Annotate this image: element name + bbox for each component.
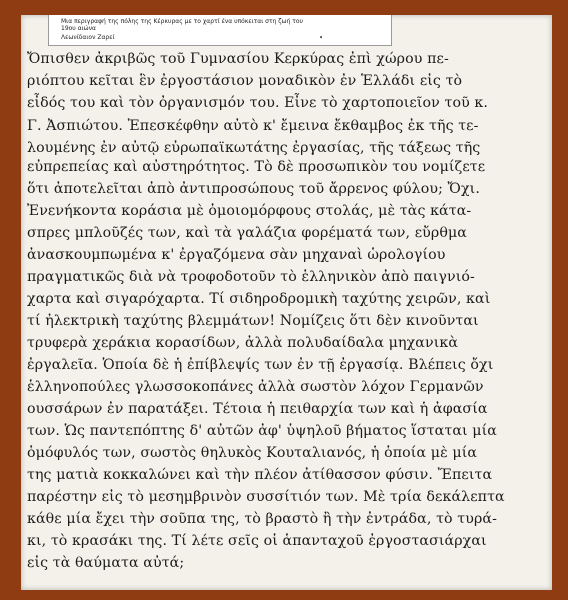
text-line: ἑλληνοπούλες γλωσσοκοπάνες ἀλλὰ σωστὸν λόχον Γερμανῶν [27, 379, 484, 395]
text-line: λουμένης ἐν αὐτῷ εὐρωπαϊκωτάτης ἐργασίας, τῆς τάξεως τῆς [27, 140, 481, 156]
text-line: ὅτι ἀποτελεῖται ἀπὸ ἀντιπροσώπους τοῦ ἄρρενος φύλου; Ὄχι. [27, 181, 480, 197]
text-line: ριόπτου κεῖται ἓν ἐργοστάσιον μοναδικὸν ἐν Ἑλλάδι εἰς τὸ [27, 73, 463, 89]
text-line: χαρτα καὶ σιγαρόχαρτα. Τί σιδηροδρομικὴ ταχύτης χειρῶν, καὶ [27, 291, 491, 307]
text-line: της ματιὰ κοκκαλώνει καὶ τὴν πλέον ἀτίθασσον φύσιν. Ἔπειτα [27, 467, 493, 483]
text-line: σπρες μπλοῦζές των, καὶ τὰ γαλάζια φορέματά των, εὔρθμα [27, 225, 467, 241]
text-line: των. Ὡς παντεπόπτης δ' αὐτῶν ἀφ' ὑψηλοῦ βήματος ἵσταται μία [27, 423, 497, 439]
text-line: Ὄπισθεν ἀκριβῶς τοῦ Γυμνασίου Κερκύρας ἐπὶ χώρου πε- [27, 51, 449, 67]
text-line: εἰς τὰ θαύματα αὐτά; [27, 555, 185, 571]
text-line: Ἐνενήκοντα κοράσια μὲ ὁμοιομόρφους στολάς, μὲ τὰς κάτα- [27, 203, 472, 219]
text-line: κάθε μία ἔχει τὴν σοῦπα της, τὸ βραστὸ ἢ τὴν ἐντράδα, τὸ τυρά- [27, 511, 497, 527]
text-line: εὐπρεπείας καὶ αὐστηρότητος. Τὸ δὲ προσωπικὸν του νομίζετε [27, 159, 486, 175]
scanned-page [21, 15, 552, 590]
text-line: παρέστην εἰς τὸ μεσημβρινὸν συσσίτιόν των. Μὲ τρία δεκάλεπτα [27, 489, 505, 505]
text-line: πραγματικῶς διὰ νὰ τροφοδοτοῦν τὸ ἑλληνικὸν ἀπὸ παιγνιό- [27, 269, 475, 285]
text-line: ουσσάρων ἐν παρατάξει. Τέτοια ἡ πειθαρχία των καὶ ἡ ἀφασία [27, 401, 488, 417]
caption-line: 19ου αιώνα [61, 25, 97, 32]
caption-line: Μια περιγραφή της πόλης της Κέρκυρας με το χαρτί ένα υπόκειται στη ζωή του [61, 18, 304, 25]
text-line: εἶδός του καὶ τὸν ὀργανισμόν του. Εἶνε τὸ χαρτοποιεῖον τοῦ κ. [27, 95, 488, 111]
caption-box [48, 15, 392, 46]
text-line: Γ. Ἀσπιώτου. Ἐπεσκέφθην αὐτὸ κ' ἔμεινα ἔκθαμβος ἐκ τῆς τε- [27, 118, 479, 134]
text-line: κι, τὸ κρασάκι της. Τί λέτε σεῖς οἱ ἁπανταχοῦ ἐργοστασιάρχαι [27, 533, 487, 549]
caption-bullet: • [319, 34, 324, 42]
text-line: τί ἠλεκτρικὴ ταχύτης βλεμμάτων! Νομίζεις ὅτι δὲν κινοῦνται [27, 313, 479, 329]
text-line: ἀνασκουμπωμένα κ' ἐργαζόμενα σὰν μηχαναὶ ὡρολογίου [27, 247, 446, 263]
text-line: ὁμόφυλός των, σωστὸς θηλυκὸς Κουταλιανός, ἡ ὁποία μὲ μία [27, 445, 478, 461]
caption-author: Λεωνίδαιον Ζαρεί [61, 34, 115, 41]
text-line: ἐργαλεῖα. Ὁποία δὲ ἡ ἐπίβλεψίς των ἐν τῇ ἐργασίᾳ. Βλέπεις ὄχι [27, 357, 494, 373]
text-line: τρυφερὰ χεράκια κορασίδων, ἀλλὰ πολυδαίδαλα μηχανικὰ [27, 335, 459, 351]
